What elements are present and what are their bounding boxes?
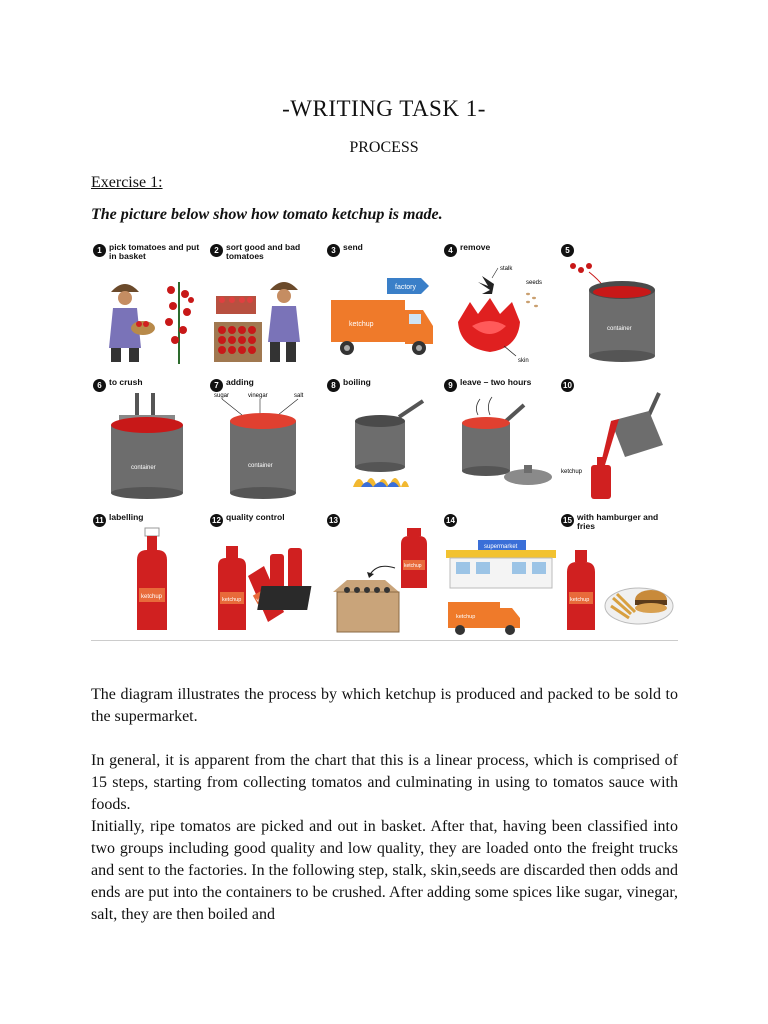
bottle-label: ketchup bbox=[222, 597, 242, 603]
delivery-truck-illustration bbox=[325, 256, 442, 368]
step-label: boiling bbox=[343, 377, 371, 387]
step-label: pick tomatoes and put in basket bbox=[109, 242, 200, 261]
step-7 bbox=[208, 371, 325, 505]
step-label: adding bbox=[226, 377, 254, 387]
supermarket-delivery-illustration bbox=[442, 526, 559, 638]
vinegar-label: vinegar bbox=[248, 393, 268, 399]
seeds-label: seeds bbox=[526, 280, 543, 286]
step-number: 10 bbox=[561, 379, 574, 392]
bottle-label: ketchup bbox=[561, 469, 583, 475]
container-text: container bbox=[607, 326, 632, 332]
packing-box-illustration bbox=[325, 526, 442, 638]
served-with-food-illustration bbox=[559, 526, 676, 638]
bottle-label: ketchup bbox=[404, 563, 422, 569]
paragraph-1: The diagram illustrates the process by which ketchup is produced and packed to be sold to the supermarket. bbox=[91, 686, 678, 725]
factory-sign: factory bbox=[395, 284, 417, 291]
bottling-illustration bbox=[559, 391, 676, 503]
step-number: 14 bbox=[444, 514, 457, 527]
page-subtitle: PROCESS bbox=[349, 139, 419, 156]
exercise-heading: Exercise 1: bbox=[91, 174, 163, 191]
truck-text: ketchup bbox=[456, 614, 476, 620]
crushing-container-illustration bbox=[91, 391, 208, 503]
step-number: 6 bbox=[93, 379, 106, 392]
step-number: 1 bbox=[93, 244, 106, 257]
step-11 bbox=[91, 506, 208, 640]
adding-spices-illustration bbox=[208, 391, 325, 503]
step-number: 8 bbox=[327, 379, 340, 392]
step-number: 4 bbox=[444, 244, 457, 257]
step-number: 7 bbox=[210, 379, 223, 392]
step-5 bbox=[559, 236, 676, 370]
step-number: 3 bbox=[327, 244, 340, 257]
boiling-pot-illustration bbox=[325, 391, 442, 503]
step-number: 13 bbox=[327, 514, 340, 527]
step-2 bbox=[208, 236, 325, 370]
step-label: sort good and bad tomatoes bbox=[226, 242, 301, 261]
step-label: to crush bbox=[109, 377, 143, 387]
step-1 bbox=[91, 236, 208, 370]
truck-text: ketchup bbox=[349, 321, 374, 328]
step-6 bbox=[91, 371, 208, 505]
step-label: leave – two hours bbox=[460, 377, 532, 387]
container-fill-illustration bbox=[559, 256, 676, 368]
tomato-sorting-illustration bbox=[208, 256, 325, 368]
diagram-caption: The picture below show how tomato ketchup is made. bbox=[91, 206, 443, 223]
process-diagram bbox=[91, 236, 678, 641]
step-label: labelling bbox=[109, 512, 144, 522]
skin-label: skin bbox=[518, 358, 529, 364]
paragraph-3: Initially, ripe tomatos are picked and out in basket. After that, having been classified into two groups including good quality and low quality, they are loaded onto the freight trucks and sent to the factories. In the following step, stalk, skin,seeds are discarded then odds and ends are put into the containers to be crushed. After adding some spices like sugar, vinegar, salt, they are then boiled and bbox=[91, 818, 678, 923]
page-title: -WRITING TASK 1- bbox=[282, 96, 486, 121]
tomato-picker-illustration bbox=[91, 256, 208, 368]
step-number: 15 bbox=[561, 514, 574, 527]
supermarket-sign: supermarket bbox=[484, 544, 518, 550]
step-4 bbox=[442, 236, 559, 370]
step-14 bbox=[442, 506, 559, 640]
step-number: 9 bbox=[444, 379, 457, 392]
step-12 bbox=[208, 506, 325, 640]
step-label: send bbox=[343, 242, 363, 252]
salt-label: salt bbox=[294, 393, 304, 399]
step-label: quality control bbox=[226, 512, 285, 522]
step-number: 2 bbox=[210, 244, 223, 257]
tomato-peeling-illustration bbox=[442, 256, 559, 368]
step-number: 5 bbox=[561, 244, 574, 257]
step-3 bbox=[325, 236, 442, 370]
step-number: 12 bbox=[210, 514, 223, 527]
resting-pot-illustration bbox=[442, 391, 559, 503]
step-15 bbox=[559, 506, 676, 640]
step-label: with hamburger and fries bbox=[577, 512, 659, 531]
step-label: remove bbox=[460, 242, 491, 252]
sugar-label: sugar bbox=[214, 393, 230, 399]
labelled-bottle-illustration bbox=[91, 526, 208, 638]
paragraph-2: In general, it is apparent from the chart that this is a linear process, which is comprised of 15 steps, starting from collecting tomatos and culminating in using to tomatos sauce with foods. bbox=[91, 752, 678, 813]
container-text: container bbox=[131, 465, 156, 471]
quality-control-illustration bbox=[208, 526, 325, 638]
container-text: container bbox=[248, 463, 273, 469]
bottle-label: ketchup bbox=[141, 594, 163, 600]
bottle-label: ketchup bbox=[570, 597, 590, 603]
step-13 bbox=[325, 506, 442, 640]
step-number: 11 bbox=[93, 514, 106, 527]
step-8 bbox=[325, 371, 442, 505]
stalk-label: stalk bbox=[500, 266, 513, 272]
step-10 bbox=[559, 371, 676, 505]
step-9 bbox=[442, 371, 559, 505]
